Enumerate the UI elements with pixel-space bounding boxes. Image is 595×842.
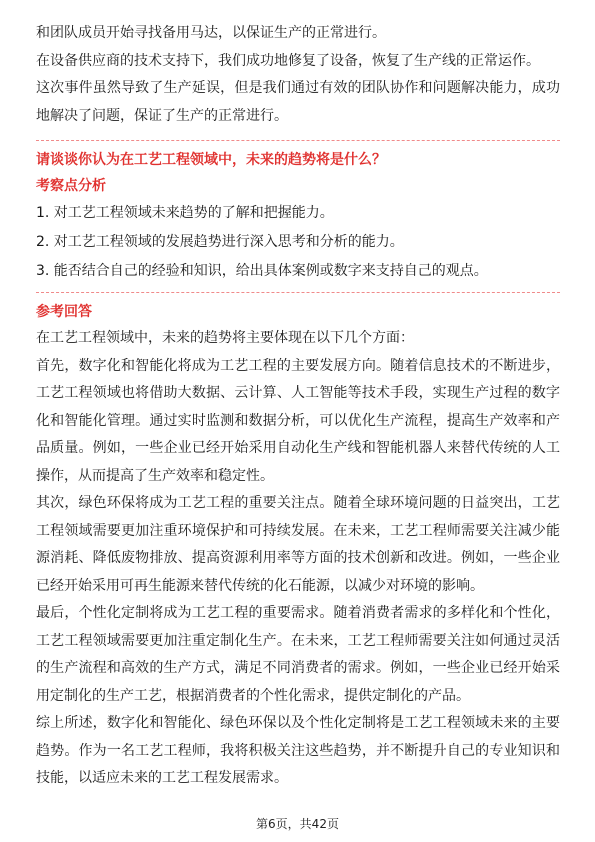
section-divider [36, 140, 560, 141]
analysis-item: 2. 对工艺工程领域的发展趋势进行深入思考和分析的能力。 [36, 234, 404, 250]
answer-paragraph: 首先，数字化和智能化将成为工艺工程的主要发展方向。随着信息技术的不断进步，工艺工程领域也将借助大数据、云计算、人工智能等技术手段，实现生产过程的数字化和智能化管理。通过实时监测和数据分析，可以优化生产流程，提高生产效率和产品质量。例如，一些企业已经开始采用自动化生产线和智能机器人来替代传统的人工操作，从而提高了生产效率和稳定性。 [36, 357, 560, 484]
section-divider [36, 292, 560, 293]
page-number: 第6页，共42页 [256, 817, 339, 831]
intro-paragraph: 这次事件虽然导致了生产延误，但是我们通过有效的团队协作和问题解决能力，成功地解决了问题，保证了生产的正常进行。 [36, 80, 560, 124]
answer-title: 参考回答 [36, 304, 92, 320]
intro-paragraph: 在设备供应商的技术支持下，我们成功地修复了设备，恢复了生产线的正常运作。 [36, 52, 540, 69]
document-page [36, 20, 560, 793]
intro-section [36, 20, 560, 130]
intro-paragraph: 和团队成员开始寻找备用马达，以保证生产的正常进行。 [36, 25, 386, 41]
analysis-list [36, 199, 560, 286]
answer-paragraph: 其次，绿色环保将成为工艺工程的重要关注点。随着全球环境问题的日益突出，工艺工程领域需要更加注重环境保护和可持续发展。在未来，工艺工程师需要关注减少能源消耗、降低废物排放、提高资源利用率等方面的技术创新和改进。例如，一些企业已经开始采用可再生能源来替代传统的化石能源，以减少对环境的影响。 [36, 495, 560, 594]
answer-paragraph: 综上所述，数字化和智能化、绿色环保以及个性化定制将是工艺工程领域未来的主要趋势。作为一名工艺工程师，我将积极关注这些趋势，并不断提升自己的专业知识和技能，以适应未来的工艺工程发展需求。 [36, 715, 560, 786]
analysis-item: 3. 能否结合自己的经验和知识，给出具体案例或数字来支持自己的观点。 [36, 263, 488, 279]
answer-body [36, 325, 560, 793]
answer-paragraph: 最后，个性化定制将成为工艺工程的重要需求。随着消费者需求的多样化和个性化，工艺工程领域需要更加注重定制化生产。在未来，工艺工程师需要关注如何通过灵活的生产流程和高效的生产方式，满足不同消费者的需求。例如，一些企业已经开始采用定制化的生产工艺，根据消费者的个性化需求，提供定制化的产品。 [36, 605, 560, 704]
question-heading: 请谈谈你认为在工艺工程领域中，未来的趋势将是什么？ [36, 152, 386, 168]
answer-paragraph: 在工艺工程领域中，未来的趋势将主要体现在以下几个方面： [36, 330, 414, 346]
analysis-item: 1. 对工艺工程领域未来趋势的了解和把握能力。 [36, 205, 334, 221]
analysis-title: 考察点分析 [36, 178, 106, 194]
